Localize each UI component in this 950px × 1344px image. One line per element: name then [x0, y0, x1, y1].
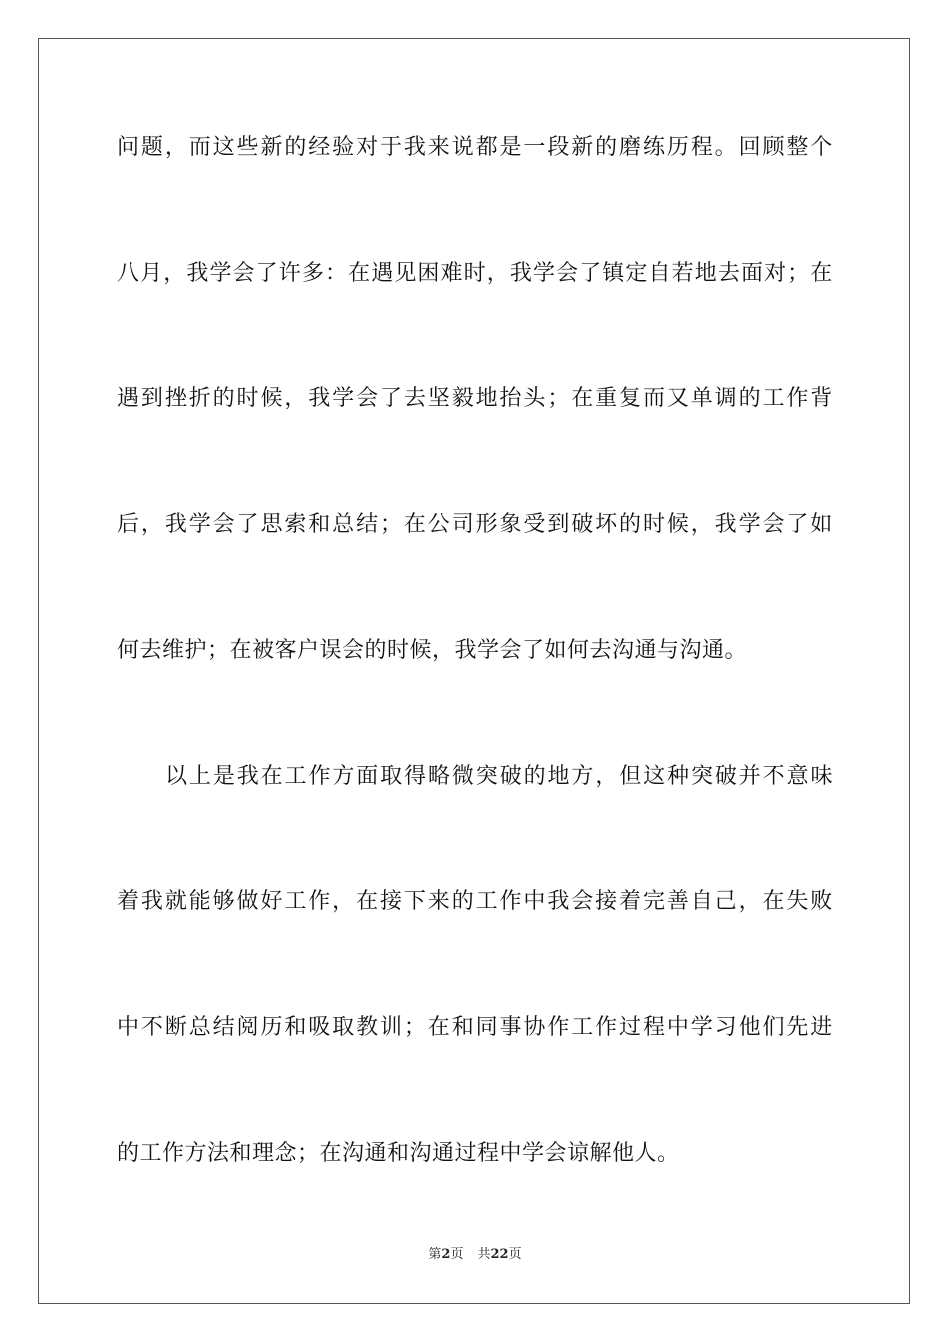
body-line-3: 遇 到 挫 折 的 时 候 ， 我 学 会 了 去 坚 毅 地 抬 头 ； 在 重 复 而 又 单 调 的 工 作 背 [117, 386, 833, 411]
body-line-9: 的工作方法和理念；在沟通和沟通过程中学会谅解他人。 [117, 1141, 680, 1166]
current-page-number: 2 [441, 1247, 451, 1262]
body-line-8: 中 不 断 总 结 阅 历 和 吸 取 教 训 ； 在 和 同 事 协 作 工 作 过 程 中 学 习 他 们 先 进 [117, 1015, 833, 1040]
body-line-7: 着 我 就 能 够 做 好 工 作 ， 在 接 下 来 的 工 作 中 我 会 接 着 完 善 自 己 ， 在 失 败 [117, 889, 833, 914]
body-line-4: 后 ， 我 学 会 了 思 索 和 总 结 ； 在 公 司 形 象 受 到 破 坏 的 时 候 ， 我 学 会 了 如 [117, 512, 833, 537]
footer-prefix: 第 [428, 1247, 442, 1262]
footer-total-unit: 页 [508, 1247, 522, 1262]
page-footer [0, 1246, 950, 1264]
footer-page-unit: 页 [450, 1247, 464, 1262]
body-line-5: 何去维护；在被客户误会的时候，我学会了如何去沟通与沟通。 [117, 638, 748, 663]
body-line-1: 问 题 ， 而 这 些 新 的 经 验 对 于 我 来 说 都 是 一 段 新 的 磨 练 历 程 。 回 顾 整 个 [117, 135, 833, 160]
body-line-2: 八 月 ， 我 学 会 了 许 多 ： 在 遇 见 困 难 时 ， 我 学 会 了 镇 定 自 若 地 去 面 对 ； 在 [117, 261, 833, 286]
paragraph-2-line-1: 以 上 是 我 在 工 作 方 面 取 得 略 微 突 破 的 地 方 ， 但 这 种 突 破 并 不 意 味 [165, 764, 833, 789]
footer-total-prefix: 共 [477, 1247, 491, 1262]
page-border [38, 38, 910, 1304]
total-page-count: 22 [490, 1247, 509, 1262]
